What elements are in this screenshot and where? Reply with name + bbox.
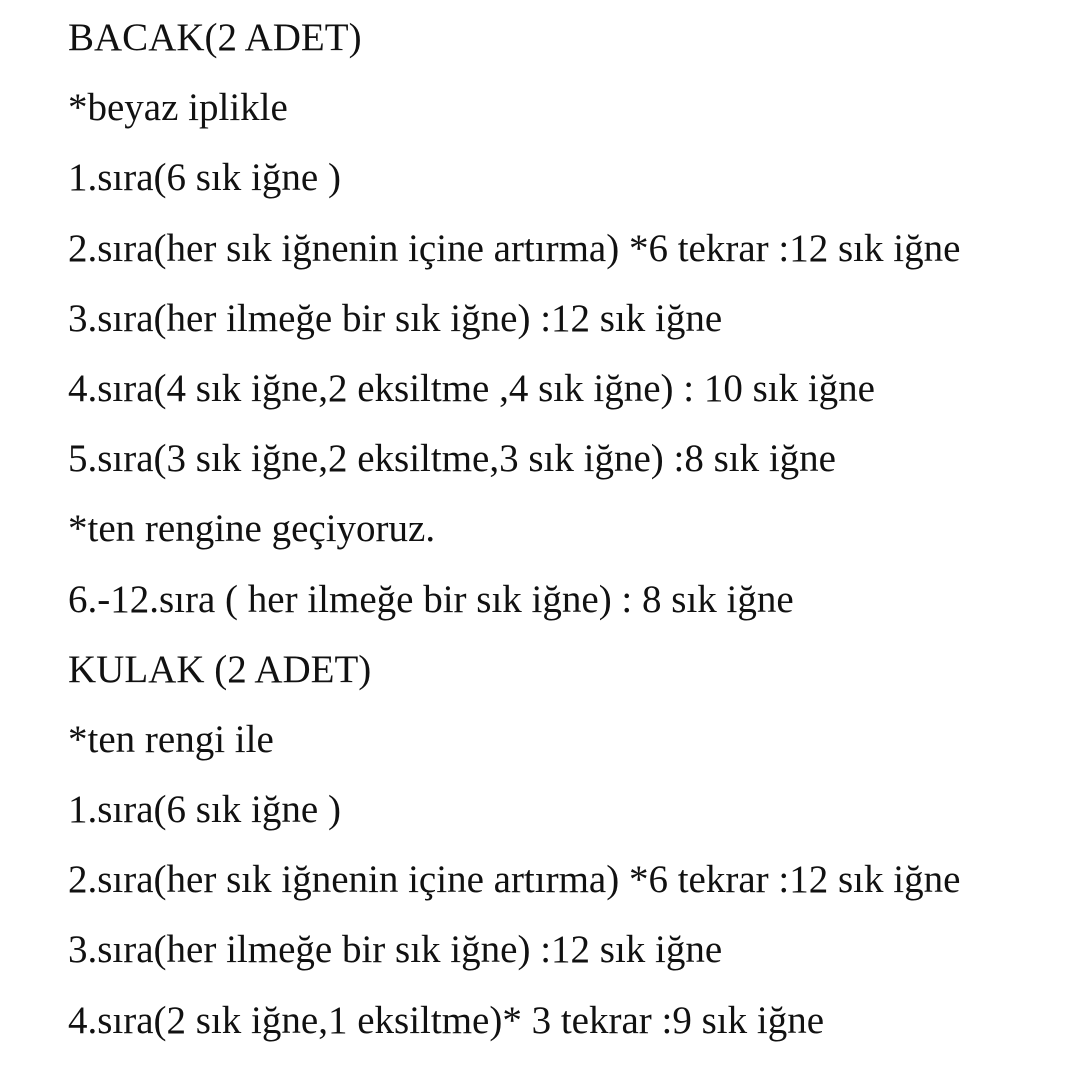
text-line: *ten rengine geçiyoruz.: [68, 507, 436, 551]
text-line: 5.sıra(3 sık iğne,2 eksiltme,3 sık iğne) :8 sık iğne: [68, 437, 836, 481]
text-line: 6.-12.sıra ( her ilmeğe bir sık iğne) : 8 sık iğne: [68, 577, 794, 621]
text-line: 2.sıra(her sık iğnenin içine artırma) *6 tekrar :12 sık iğne: [68, 858, 961, 902]
text-line: 4.sıra(2 sık iğne,1 eksiltme)* 3 tekrar :9 sık iğne: [68, 998, 825, 1042]
text-block: [68, 8, 1072, 1061]
text-line: *beyaz iplikle: [68, 86, 288, 130]
text-line: 4.sıra(4 sık iğne,2 eksiltme ,4 sık iğne) : 10 sık iğne: [68, 366, 875, 410]
heading-kulak: KULAK (2 ADET): [68, 647, 372, 691]
text-line: 3.sıra(her ilmeğe bir sık iğne) :12 sık iğne: [68, 296, 723, 340]
text-line: 1.sıra(6 sık iğne ): [68, 788, 341, 832]
heading-bacak: BACAK(2 ADET): [68, 16, 362, 59]
text-line: 2.sıra(her sık iğnenin içine artırma) *6 tekrar :12 sık iğne: [68, 226, 961, 270]
text-line: *ten rengi ile: [68, 717, 274, 761]
text-line: 3.sıra(her ilmeğe bir sık iğne) :12 sık iğne: [68, 928, 723, 972]
text-line: 1.sıra(6 sık iğne ): [68, 156, 341, 200]
